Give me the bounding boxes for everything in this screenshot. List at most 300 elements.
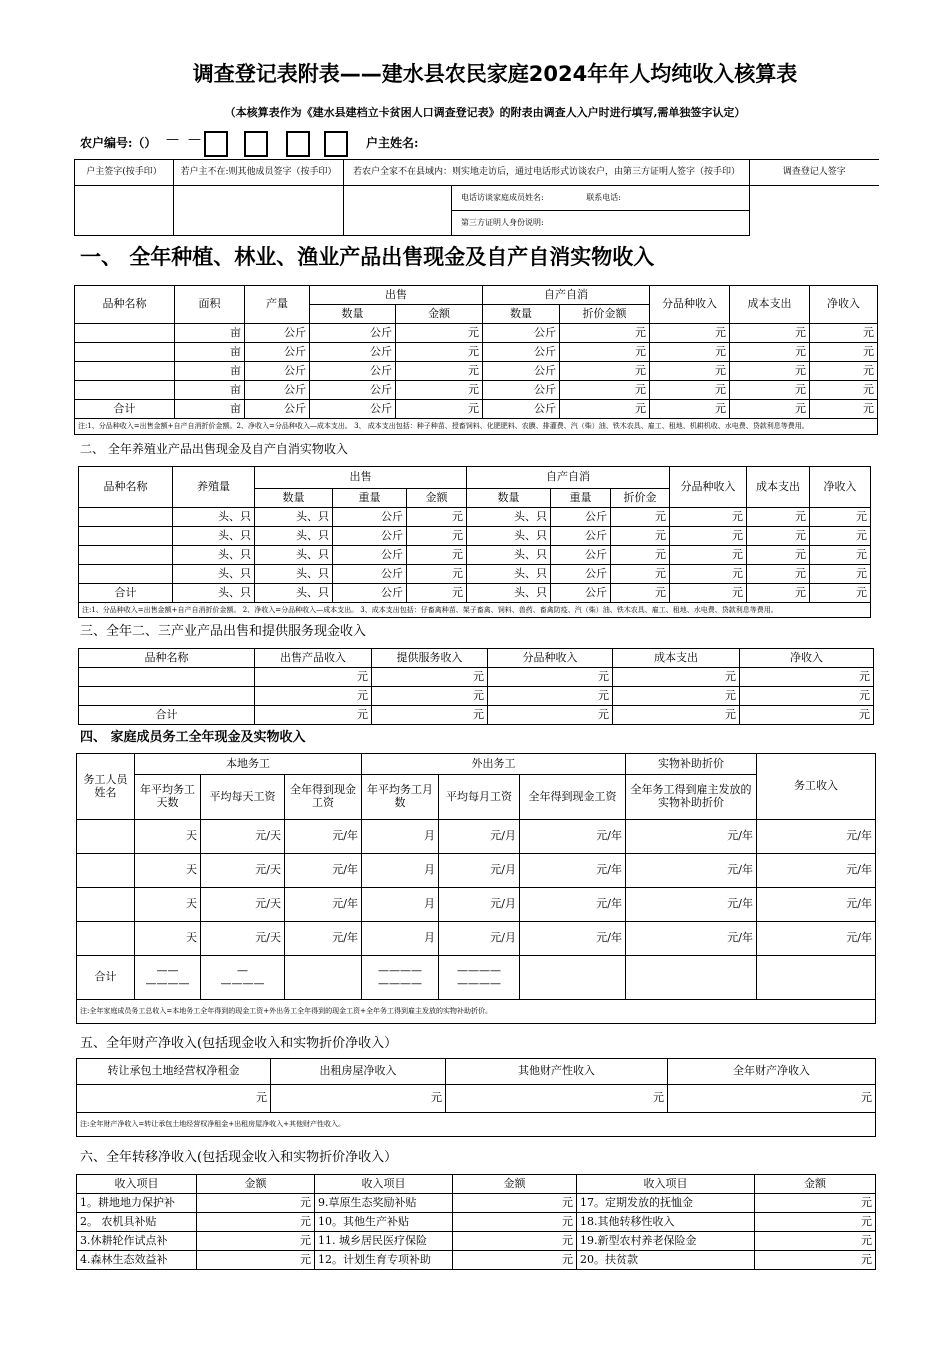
col-in-kind: 实物补助折价: [626, 754, 757, 775]
unit-cell[interactable]: 头、只: [467, 546, 551, 565]
table-row: [77, 1251, 876, 1270]
cell-input[interactable]: [75, 324, 175, 343]
col-net-income: 净收入: [810, 467, 871, 508]
unit-cell[interactable]: 元: [810, 546, 871, 565]
unit-cell[interactable]: 公斤: [310, 400, 396, 419]
unit-cell[interactable]: 公斤: [333, 565, 407, 584]
unit-cell[interactable]: 头、只: [467, 565, 551, 584]
unit-cell[interactable]: 元: [747, 508, 810, 527]
col-away-monthly-wage: 平均每月工资: [439, 775, 520, 820]
unit-cell[interactable]: 元: [611, 584, 670, 603]
table-row: [77, 1085, 876, 1113]
cell-input[interactable]: [77, 922, 135, 956]
section-2-note: 注:1、分品种收入=出售金额+自产自消折价金额。 2、净收入=分品种收入—成本支出。 3、成本支出包括：仔畜禽种苗、架子畜禽、饲料、兽药、畜禽防疫、汽（柴）油、铁木农具、雇工、租地、水电费、贷款利息等费用。: [79, 603, 871, 618]
col-self-value: 折价金额: [560, 305, 650, 324]
household-code-dash: —: [166, 132, 179, 147]
code-box-4[interactable]: [324, 131, 348, 157]
col-self-value: 折价金: [611, 489, 670, 508]
unit-cell[interactable]: 元: [407, 584, 467, 603]
table-row: [75, 362, 878, 381]
col-output: 产量: [245, 286, 310, 324]
unit-cell[interactable]: 公斤: [333, 508, 407, 527]
unit-cell[interactable]: 元: [810, 381, 878, 400]
unit-cell[interactable]: 元/年: [757, 854, 876, 888]
table-row: [77, 1232, 876, 1251]
unit-cell[interactable]: 元: [407, 546, 467, 565]
cell-input[interactable]: [75, 362, 175, 381]
unit-cell[interactable]: 元: [271, 1085, 446, 1113]
col-service-income: 提供服务收入: [372, 649, 488, 668]
unit-cell[interactable]: 元: [446, 1085, 668, 1113]
unit-cell[interactable]: 元/天: [201, 888, 285, 922]
unit-cell[interactable]: 元: [670, 508, 747, 527]
cell-input[interactable]: [79, 527, 173, 546]
table-row: [77, 922, 876, 956]
unit-cell[interactable]: 元: [255, 687, 372, 706]
col-income-by-kind: 分品种收入: [488, 649, 613, 668]
total-label: 合计: [79, 706, 255, 725]
unit-cell[interactable]: 元: [453, 1251, 577, 1270]
unit-cell[interactable]: 头、只: [467, 508, 551, 527]
unit-cell[interactable]: 元: [255, 668, 372, 687]
section-1-note: 注:1、分品种收入=出售金额+自产自消折价金额。2、净收入=分品种收入—成本支出。 3、 成本支出包括：种子种苗、授畜饲料、化肥肥料、农膜、排灌费、汽（柴）油、铁木农具、雇工、租地、机耕机收、水电费、贷款利息等费用。: [75, 419, 878, 435]
unit-cell[interactable]: 公斤: [483, 343, 560, 362]
unit-cell[interactable]: 元/天: [201, 820, 285, 854]
unit-cell[interactable]: 元: [407, 565, 467, 584]
unit-cell[interactable]: 元: [560, 324, 650, 343]
unit-cell[interactable]: 元: [747, 565, 810, 584]
unit-cell[interactable]: 头、只: [467, 584, 551, 603]
unit-cell[interactable]: 元: [730, 362, 810, 381]
table-row: [77, 888, 876, 922]
unit-cell[interactable]: 公斤: [310, 381, 396, 400]
unit-cell[interactable]: 元/月: [439, 922, 520, 956]
col-worker-name: 务工人员姓名: [77, 754, 135, 820]
col-amount: 金额: [197, 1175, 315, 1194]
livestock-table: [78, 466, 871, 618]
total-label: 合计: [79, 584, 173, 603]
transfer-item-label: 10。其他生产补贴: [315, 1213, 453, 1232]
col-stock: 养殖量: [173, 467, 255, 508]
unit-cell[interactable]: 元: [488, 706, 613, 725]
unit-cell[interactable]: 元: [670, 584, 747, 603]
unit-cell[interactable]: 公斤: [551, 584, 611, 603]
sign-head-cell[interactable]: [75, 186, 174, 236]
transfer-item-label: 3.休耕轮作试点补: [77, 1232, 197, 1251]
sign-member-cell[interactable]: [174, 186, 344, 236]
transfer-item-label: 2。 农机具补贴: [77, 1213, 197, 1232]
unit-cell[interactable]: 元: [810, 343, 878, 362]
unit-cell[interactable]: 元: [810, 584, 871, 603]
dash-line: ————: [220, 976, 265, 990]
unit-cell[interactable]: 元: [613, 687, 740, 706]
unit-cell[interactable]: 元/年: [757, 820, 876, 854]
unit-cell[interactable]: 公斤: [483, 381, 560, 400]
unit-cell[interactable]: 元: [197, 1232, 315, 1251]
cell-input[interactable]: [79, 668, 255, 687]
col-self-qty: 数量: [483, 305, 560, 324]
col-income-by-kind: 分品种收入: [670, 467, 747, 508]
col-variety: 品种名称: [79, 649, 255, 668]
page-subtitle: （本核算表作为《建水县建档立卡贫困人口调查登记表》的附表由调查人入户时进行填写,需单独签字认定）: [224, 106, 746, 119]
unit-cell[interactable]: 元/年: [757, 888, 876, 922]
unit-cell[interactable]: 元/年: [520, 820, 626, 854]
unit-cell[interactable]: 元/年: [520, 854, 626, 888]
planting-table: [74, 285, 878, 435]
unit-cell[interactable]: 元: [560, 343, 650, 362]
col-variety: 品种名称: [79, 467, 173, 508]
unit-cell[interactable]: 元/年: [626, 820, 757, 854]
unit-cell[interactable]: 元: [453, 1194, 577, 1213]
unit-cell[interactable]: 元: [611, 565, 670, 584]
unit-cell[interactable]: 元: [747, 546, 810, 565]
sign-head-label: 户主签字(按手印）: [75, 160, 174, 186]
col-net-income: 净收入: [740, 649, 874, 668]
col-other-property: 其他财产性收入: [446, 1059, 668, 1085]
household-code-dash-2: —: [188, 132, 201, 147]
unit-cell[interactable]: 公斤: [551, 527, 611, 546]
unit-cell[interactable]: 元: [560, 381, 650, 400]
unit-cell[interactable]: 月: [362, 854, 439, 888]
cell-input[interactable]: [79, 546, 173, 565]
cell-input[interactable]: [75, 381, 175, 400]
unit-cell[interactable]: 元: [650, 381, 730, 400]
unit-cell[interactable]: 元/年: [285, 854, 362, 888]
third-party-id-label: 第三方证明人身份说明:: [461, 218, 544, 228]
unit-cell[interactable]: 公斤: [310, 362, 396, 381]
unit-cell[interactable]: 元: [755, 1251, 876, 1270]
unit-cell[interactable]: 天: [135, 922, 201, 956]
col-sold-amount: 金额: [396, 305, 483, 324]
unit-cell[interactable]: 元: [730, 381, 810, 400]
unit-cell[interactable]: 元: [668, 1085, 876, 1113]
section-6-heading: 六、全年转移净收入(包括现金收入和实物折价净收入）: [80, 1150, 398, 1165]
unit-cell[interactable]: 公斤: [483, 324, 560, 343]
industry-service-table: [78, 648, 874, 725]
labor-income-table: [76, 753, 876, 1024]
unit-cell[interactable]: 元: [810, 324, 878, 343]
transfer-item-label: 12。计划生育专项补助: [315, 1251, 453, 1270]
col-local-days: 年平均务工天数: [135, 775, 201, 820]
cell-input[interactable]: [285, 956, 362, 1000]
cell-input[interactable]: [79, 687, 255, 706]
unit-cell[interactable]: 元: [730, 343, 810, 362]
unit-cell[interactable]: 元/天: [201, 854, 285, 888]
col-local-work: 本地务工: [135, 754, 362, 775]
unit-cell[interactable]: 元: [740, 668, 874, 687]
total-label: 合计: [75, 400, 175, 419]
unit-cell[interactable]: 元: [560, 362, 650, 381]
unit-cell[interactable]: 头、只: [255, 565, 333, 584]
transfer-item-label: 9.草原生态奖励补贴: [315, 1194, 453, 1213]
unit-cell[interactable]: 公斤: [483, 400, 560, 419]
unit-cell[interactable]: 公斤: [245, 381, 310, 400]
col-sold-qty: 数量: [255, 489, 333, 508]
unit-cell[interactable]: 公斤: [245, 343, 310, 362]
total-days-dash: [135, 956, 201, 1000]
col-variety: 品种名称: [75, 286, 175, 324]
transfer-item-label: 11. 城乡居民医疗保险: [315, 1232, 453, 1251]
col-sold-amount: 金额: [407, 489, 467, 508]
property-income-table: [76, 1058, 876, 1137]
third-party-id-cell[interactable]: [452, 211, 750, 236]
cell-input[interactable]: [77, 888, 135, 922]
unit-cell[interactable]: 元: [407, 508, 467, 527]
unit-cell[interactable]: 元: [810, 508, 871, 527]
transfer-item-label: 18.其他转移性收入: [577, 1213, 755, 1232]
unit-cell[interactable]: 元/年: [626, 854, 757, 888]
unit-cell[interactable]: 天: [135, 854, 201, 888]
col-sold: 出售: [255, 467, 467, 489]
unit-cell[interactable]: 元: [396, 324, 483, 343]
unit-cell[interactable]: 元/年: [520, 888, 626, 922]
unit-cell[interactable]: 元: [407, 527, 467, 546]
unit-cell[interactable]: 元/年: [285, 888, 362, 922]
col-self-consumed: 自产自消: [483, 286, 650, 305]
col-house-rent: 出租房屋净收入: [271, 1059, 446, 1085]
unit-cell[interactable]: 元/年: [626, 922, 757, 956]
unit-cell[interactable]: 亩: [175, 381, 245, 400]
code-box-3[interactable]: [286, 131, 310, 157]
dash-line: ————: [457, 976, 501, 990]
unit-cell[interactable]: 元: [453, 1213, 577, 1232]
col-local-cash: 全年得到现金工资: [285, 775, 362, 820]
cell-input[interactable]: [757, 956, 876, 1000]
unit-cell[interactable]: 元: [810, 527, 871, 546]
transfer-income-table: [76, 1174, 876, 1270]
unit-cell[interactable]: 元: [740, 706, 874, 725]
unit-cell[interactable]: 元: [747, 584, 810, 603]
unit-cell[interactable]: 元/月: [439, 854, 520, 888]
unit-cell[interactable]: 元: [650, 343, 730, 362]
unit-cell[interactable]: 元/年: [757, 922, 876, 956]
table-row: [79, 668, 874, 687]
dash-line: ————: [457, 963, 501, 977]
unit-cell[interactable]: 亩: [175, 324, 245, 343]
table-row: [79, 546, 871, 565]
unit-cell[interactable]: 元: [197, 1213, 315, 1232]
unit-cell[interactable]: 元: [560, 400, 650, 419]
unit-cell[interactable]: 头、只: [255, 527, 333, 546]
unit-cell[interactable]: 头、只: [255, 584, 333, 603]
total-row: [75, 400, 878, 419]
unit-cell[interactable]: 天: [135, 888, 201, 922]
cell-input[interactable]: [79, 565, 173, 584]
phone-interview-cell[interactable]: [452, 186, 750, 211]
unit-cell[interactable]: 头、只: [255, 546, 333, 565]
cell-input[interactable]: [77, 854, 135, 888]
col-amount: 金额: [755, 1175, 876, 1194]
unit-cell[interactable]: 公斤: [333, 546, 407, 565]
sign-surveyor-label: 调查登记人签字: [750, 160, 879, 186]
dash-mid: —: [237, 963, 248, 977]
unit-cell[interactable]: 头、只: [173, 546, 255, 565]
unit-cell[interactable]: 元/年: [626, 888, 757, 922]
unit-cell[interactable]: 元: [810, 565, 871, 584]
col-cost: 成本支出: [730, 286, 810, 324]
unit-cell[interactable]: 头、只: [467, 527, 551, 546]
cell-input[interactable]: [77, 820, 135, 854]
transfer-item-label: 1。耕地地力保护补: [77, 1194, 197, 1213]
unit-cell[interactable]: 元: [613, 668, 740, 687]
unit-cell[interactable]: 亩: [175, 362, 245, 381]
dash-short: ——: [156, 963, 179, 977]
unit-cell[interactable]: 公斤: [245, 400, 310, 419]
unit-cell[interactable]: 公斤: [310, 343, 396, 362]
unit-cell[interactable]: 元: [396, 381, 483, 400]
unit-cell[interactable]: 元: [77, 1085, 271, 1113]
unit-cell[interactable]: 头、只: [173, 565, 255, 584]
unit-cell[interactable]: 公斤: [333, 527, 407, 546]
unit-cell[interactable]: 元: [453, 1232, 577, 1251]
section-2-heading: 二、 全年养殖业产品出售现金及自产自消实物收入: [80, 442, 348, 456]
table-row: [77, 1213, 876, 1232]
unit-cell[interactable]: 元: [372, 706, 488, 725]
col-income-by-kind: 分品种收入: [650, 286, 730, 324]
transfer-item-label: 17。定期发放的抚恤金: [577, 1194, 755, 1213]
unit-cell[interactable]: 公斤: [483, 362, 560, 381]
col-item: 收入项目: [315, 1175, 453, 1194]
unit-cell[interactable]: 元: [670, 527, 747, 546]
unit-cell[interactable]: 头、只: [173, 527, 255, 546]
section-5-note: 注:全年财产净收入=转让承包土地经营权净租金+出租房屋净收入+其他财产性收入。: [77, 1113, 876, 1137]
unit-cell[interactable]: 元/年: [285, 922, 362, 956]
unit-cell[interactable]: 元/天: [201, 922, 285, 956]
total-monthly-dash: [439, 956, 520, 1000]
signature-table: [74, 159, 879, 236]
table-row: [75, 343, 878, 362]
transfer-item-label: 20。扶贫款: [577, 1251, 755, 1270]
table-row: [75, 324, 878, 343]
sign-surveyor-cell[interactable]: [750, 186, 879, 236]
section-4-note: 注:全年家庭成员务工总收入=本地务工全年得到的现金工资+外出务工全年得到的现金工资+全年务工得到雇主发放的实物补助折价。: [77, 1000, 876, 1024]
unit-cell[interactable]: 头、只: [255, 508, 333, 527]
cell-input[interactable]: [520, 956, 626, 1000]
unit-cell[interactable]: 元: [611, 508, 670, 527]
section-4-heading: 四、 家庭成员务工全年现金及实物收入: [80, 730, 306, 745]
unit-cell[interactable]: 元: [611, 527, 670, 546]
unit-cell[interactable]: 元: [747, 527, 810, 546]
unit-cell[interactable]: 元: [670, 546, 747, 565]
unit-cell[interactable]: 元: [372, 668, 488, 687]
total-months-dash: [362, 956, 439, 1000]
col-cost: 成本支出: [613, 649, 740, 668]
dash-line: ————: [378, 963, 422, 977]
sign-third-party-cell[interactable]: [344, 186, 452, 236]
table-row: [79, 527, 871, 546]
unit-cell[interactable]: 元/年: [285, 820, 362, 854]
page-title: 调查登记表附表——建水县农民家庭2024年年人均纯收入核算表: [192, 62, 798, 86]
unit-cell[interactable]: 元: [650, 400, 730, 419]
unit-cell[interactable]: 元: [396, 343, 483, 362]
unit-cell[interactable]: 元: [755, 1232, 876, 1251]
unit-cell[interactable]: 元: [396, 362, 483, 381]
unit-cell[interactable]: 元/年: [520, 922, 626, 956]
table-row: [77, 1194, 876, 1213]
unit-cell[interactable]: 元/月: [439, 888, 520, 922]
section-1-heading: 一、 全年种植、林业、渔业产品出售现金及自产自消实物收入: [80, 245, 655, 269]
total-row: [79, 584, 871, 603]
cell-input[interactable]: [79, 508, 173, 527]
unit-cell[interactable]: 元: [730, 400, 810, 419]
unit-cell[interactable]: 元: [740, 687, 874, 706]
unit-cell[interactable]: 公斤: [245, 362, 310, 381]
unit-cell[interactable]: 头、只: [173, 508, 255, 527]
unit-cell[interactable]: 元: [613, 706, 740, 725]
transfer-item-label: 19.新型农村养老保险金: [577, 1232, 755, 1251]
unit-cell[interactable]: 元: [488, 687, 613, 706]
unit-cell[interactable]: 亩: [175, 343, 245, 362]
total-label: 合计: [77, 956, 135, 1000]
col-product-sales: 出售产品收入: [255, 649, 372, 668]
phone-no-label: 联系电话:: [586, 193, 621, 203]
unit-cell[interactable]: 元: [488, 668, 613, 687]
unit-cell[interactable]: 公斤: [333, 584, 407, 603]
col-sold: 出售: [310, 286, 483, 305]
total-daily-dash: [201, 956, 285, 1000]
col-item: 收入项目: [577, 1175, 755, 1194]
unit-cell[interactable]: 元: [810, 400, 878, 419]
col-cost: 成本支出: [747, 467, 810, 508]
col-away-months: 年平均务工月数: [362, 775, 439, 820]
table-row: [75, 381, 878, 400]
code-box-1[interactable]: [204, 131, 228, 157]
unit-cell[interactable]: 头、只: [173, 584, 255, 603]
col-net-income: 净收入: [810, 286, 878, 324]
table-row: [77, 854, 876, 888]
unit-cell[interactable]: 元: [197, 1251, 315, 1270]
unit-cell[interactable]: 元: [396, 400, 483, 419]
col-in-kind-value: 全年务工得到雇主发放的实物补助折价: [626, 775, 757, 820]
table-row: [79, 687, 874, 706]
sign-member-label: 若户主不在:则其他成员签字（按手印）: [174, 160, 344, 186]
unit-cell[interactable]: 公斤: [310, 324, 396, 343]
unit-cell[interactable]: 月: [362, 888, 439, 922]
unit-cell[interactable]: 元: [650, 324, 730, 343]
unit-cell[interactable]: 元: [255, 706, 372, 725]
unit-cell[interactable]: 元: [730, 324, 810, 343]
dash-line: ————: [378, 976, 422, 990]
unit-cell[interactable]: 元: [810, 362, 878, 381]
unit-cell[interactable]: 元: [611, 546, 670, 565]
cell-input[interactable]: [626, 956, 757, 1000]
unit-cell[interactable]: 公斤: [551, 546, 611, 565]
unit-cell[interactable]: 公斤: [551, 508, 611, 527]
code-box-2[interactable]: [244, 131, 268, 157]
unit-cell[interactable]: 元: [650, 362, 730, 381]
col-self-weight: 重量: [551, 489, 611, 508]
unit-cell[interactable]: 月: [362, 922, 439, 956]
cell-input[interactable]: [75, 343, 175, 362]
unit-cell[interactable]: 月: [362, 820, 439, 854]
unit-cell[interactable]: 元: [755, 1213, 876, 1232]
unit-cell[interactable]: 公斤: [245, 324, 310, 343]
unit-cell[interactable]: 元: [372, 687, 488, 706]
unit-cell[interactable]: 公斤: [551, 565, 611, 584]
unit-cell[interactable]: 元: [755, 1194, 876, 1213]
table-row: [79, 508, 871, 527]
unit-cell[interactable]: 元: [197, 1194, 315, 1213]
unit-cell[interactable]: 元/月: [439, 820, 520, 854]
table-row: [77, 820, 876, 854]
col-item: 收入项目: [77, 1175, 197, 1194]
transfer-item-label: 4.森林生态效益补: [77, 1251, 197, 1270]
col-sold-weight: 重量: [333, 489, 407, 508]
unit-cell[interactable]: 亩: [175, 400, 245, 419]
unit-cell[interactable]: 天: [135, 820, 201, 854]
unit-cell[interactable]: 元: [670, 565, 747, 584]
col-area: 面积: [175, 286, 245, 324]
